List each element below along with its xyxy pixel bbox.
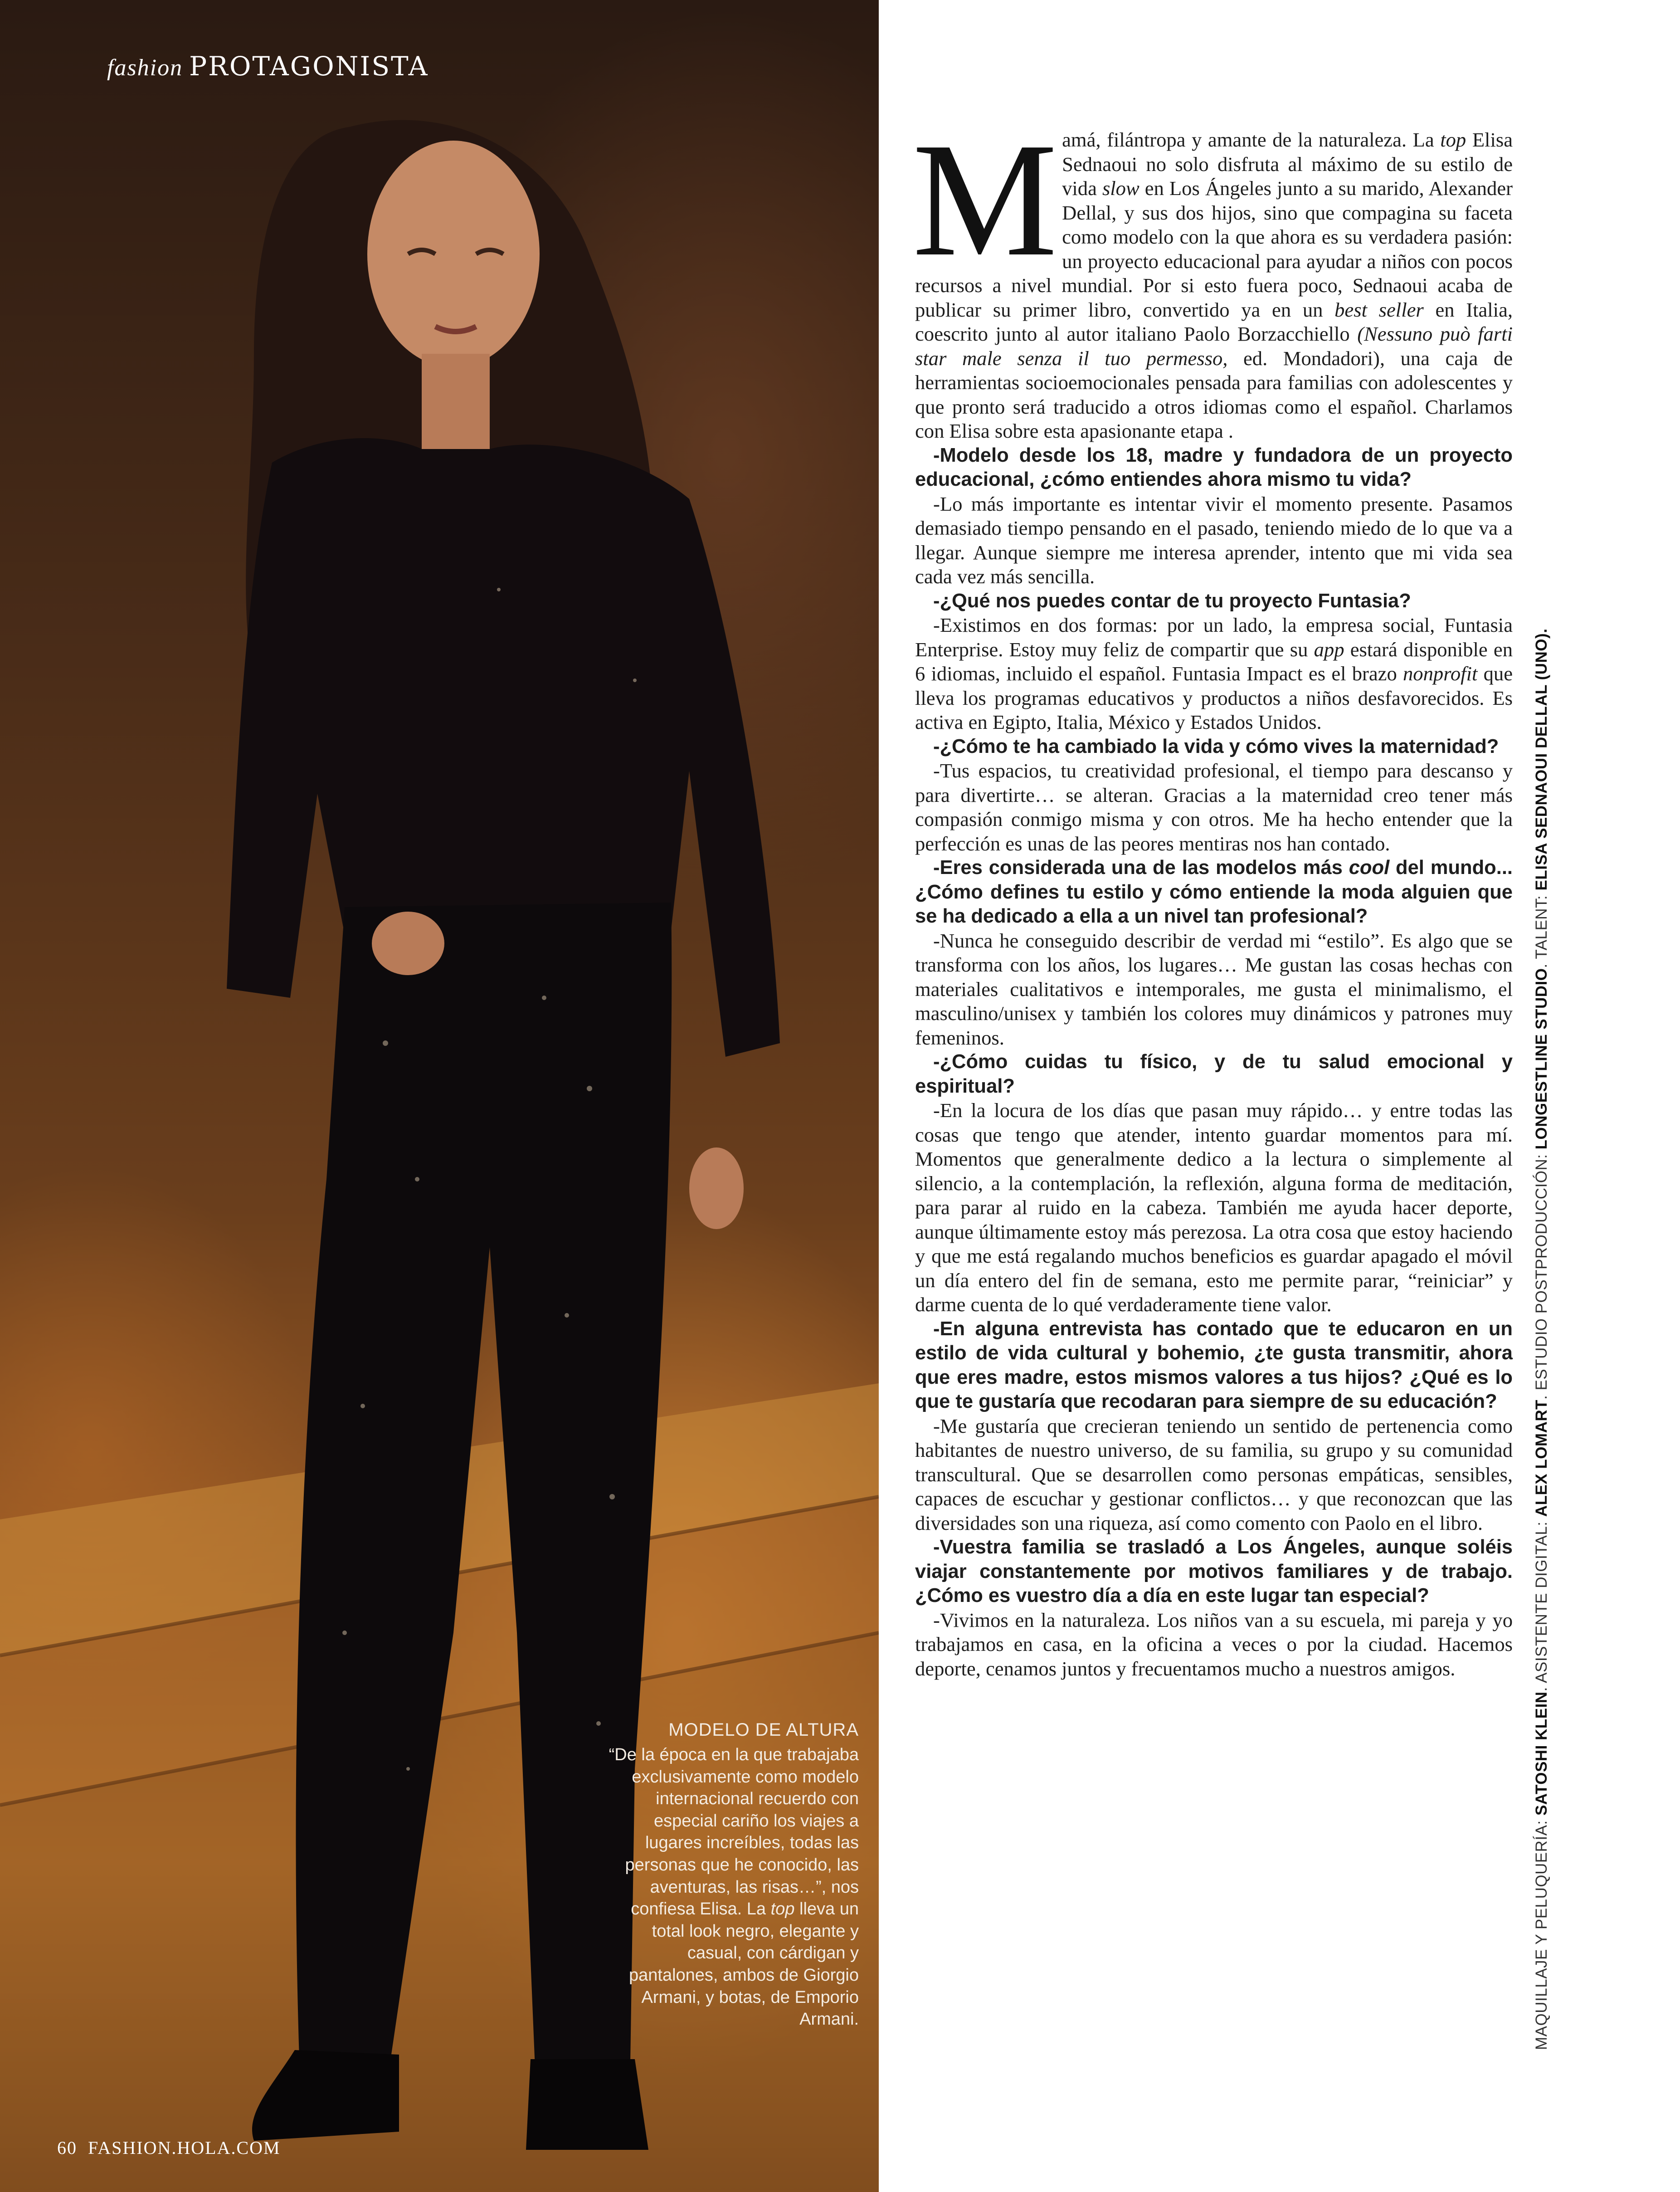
credit-value: ALEX LOMART [1533, 1399, 1550, 1517]
intro-text: Elisa Sednaoui no solo disfruta al máximo de su estilo de vida [1062, 128, 1513, 200]
page-number: 60 [57, 2138, 77, 2158]
section-header [107, 51, 429, 82]
drop-cap: M [912, 109, 1054, 290]
caption-brand: Emporio Armani [794, 1987, 859, 2029]
question-4 [915, 856, 1513, 929]
credit-label: . TALENT: [1533, 890, 1550, 968]
credit-value: LONGESTLINE STUDIO [1533, 968, 1550, 1150]
intro-italic: top [1440, 128, 1466, 151]
intro-text: ed. Mondadori), una caja de herramientas socioemocionales pensada para familias con adolescentes y que pronto será traducido a otros idiomas como el español. Charlamos con Elisa sobre esta apasionante etapa . [915, 347, 1513, 442]
question-7: -Vuestra familia se trasladó a Los Ángeles, aunque soléis viajar constantemente por motivos familiares y de trabajo. ¿Cómo es vuestro día a día en este lugar tan especial? [915, 1536, 1513, 1606]
answer-4: -Nunca he conseguido describir de verdad mi “estilo”. Es algo que se transforma con los años, los lugares… Me gustan las cosas hechas con materiales cualitativos e intemporales, me gusta el minimalismo, el masculino/unisex y también los colores muy dinámicos y patrones muy femeninos. [915, 929, 1513, 1049]
answer-italic: nonprofit [1403, 662, 1478, 685]
answer-text: estará disponible en 6 idiomas, incluido el español. Funtasia Impact es el brazo [915, 638, 1513, 685]
answer-5: -En la locura de los días que pasan muy rápido… y entre todas las cosas que tengo que atender, intento guardar momentos para mí. Momentos que generalmente dedico a la lectura o simplemente al silencio, a la contemplación, la reflexión, alguna forma de meditación, para parar al ruido en la cabeza. También me ayuda hacer deporte, aunque últimamente estoy más perezosa. La otra cosa que estoy haciendo y que me está regalando muchos beneficios es guardar apagado el móvil un día entero del fin de semana, esto me permite parar, “reiniciar” y darme cuenta de lo qué verdaderamente tiene valor. [915, 1099, 1513, 1316]
intro-italic: (Nessuno può farti star male senza il tuo permesso, [915, 322, 1513, 370]
intro-text: amá, filántropa y amante de la naturaleza. La [1062, 128, 1441, 151]
section-brand: fashion [107, 55, 183, 81]
question-text: del mundo... ¿Cómo defines tu estilo y cómo entiende la moda alguien que se ha dedicado a ella a un nivel tan profesional? [915, 857, 1513, 927]
page-folio [57, 2137, 281, 2158]
intro-italic: slow [1102, 177, 1139, 200]
intro-paragraph [912, 109, 1513, 444]
credit-label: MAQUILLAJE Y PELUQUERÍA: [1533, 1816, 1550, 2050]
photo-caption [605, 1719, 859, 2031]
credit-value: ELISA SEDNAOUI DELLAL (UNO). [1533, 628, 1550, 891]
section-title: PROTAGONISTA [189, 51, 429, 82]
photo-credits [1533, 628, 1560, 2050]
article-body [912, 109, 1513, 1681]
answer-7: -Vivimos en la naturaleza. Los niños van a su escuela, mi pareja y yo trabajamos en casa, en la oficina a veces o por la ciudad. Hacemos deporte, cenamos juntos y frecuentamos mucho a nuestros amigos. [915, 1608, 1513, 1680]
credit-label: . ESTUDIO POSTPRODUCCIÓN: [1533, 1149, 1550, 1400]
caption-body [605, 1744, 859, 2031]
caption-text: lleva un total look negro, elegante y casual, con cárdigan y pantalones, ambos de [629, 1899, 859, 1985]
caption-title: MODELO DE ALTURA [668, 1720, 859, 1740]
credit-label: . ASISTENTE DIGITAL: [1533, 1517, 1550, 1692]
question-6: -En alguna entrevista has contado que te educaron en un estilo de vida cultural y bohemio, ¿te gusta transmitir, ahora que eres madre, estos mismos valores a tus hijos? ¿Qué es lo que te gustaría que recodaran para siempre de su educación? [915, 1318, 1513, 1412]
caption-text: “De la época en la que trabajaba exclusivamente como modelo internacional recuerdo con especial cariño los viajes a lugares increíbles, todas las personas que he conocido, las aventuras, las risas…”, nos confiesa Elisa. La [609, 1745, 859, 1919]
answer-2 [915, 613, 1513, 735]
answer-text: que lleva los programas educativos y productos a niños desfavorecidos. Es activa en Egipto, Italia, México y Estados Unidos. [915, 662, 1513, 733]
question-3: -¿Cómo te ha cambiado la vida y cómo vives la maternidad? [933, 735, 1499, 757]
answer-3: -Tus espacios, tu creatividad profesional, el tiempo para descanso y para divertirte… se alteran. Gracias a la maternidad creo tener más compasión conmigo misma y con otros. Me ha hecho entender que la perfección es unas de las peores mentiras nos han contado. [915, 759, 1513, 855]
question-5: -¿Cómo cuidas tu físico, y de tu salud emocional y espiritual? [915, 1051, 1513, 1097]
question-italic: cool [1349, 857, 1390, 879]
credit-value: SATOSHI KLEIN [1533, 1691, 1550, 1816]
website-url: FASHION.HOLA.COM [88, 2138, 281, 2158]
answer-italic: app [1314, 638, 1344, 661]
question-2: -¿Qué nos puedes contar de tu proyecto Funtasia? [933, 590, 1411, 612]
intro-text: en Italia, coescrito junto al autor italiano Paolo Borzacchiello [915, 298, 1513, 345]
question-1: -Modelo desde los 18, madre y fundadora de un proyecto educacional, ¿cómo entiendes ahora mismo tu vida? [915, 444, 1513, 490]
intro-italic: best seller [1334, 298, 1424, 321]
caption-brand: Giorgio Armani [641, 1965, 859, 2007]
answer-1: -Lo más importante es intentar vivir el momento presente. Pasamos demasiado tiempo pensando en el pasado, teniendo miedo de lo que va a llegar. Aunque siempre me interesa aprender, intento que mi vida sea cada vez más sencilla. [915, 492, 1513, 588]
answer-6: -Me gustaría que crecieran teniendo un sentido de pertenencia como habitantes de nuestro universo, de su familia, su grupo y su comunidad transcultural. Que se desarrollen como personas empáticas, sensibles, capaces de escuchar y gestionar conflictos… y que reconozcan que las diversidades son una riqueza, así como comento con Paolo en el libro. [915, 1414, 1513, 1534]
question-text: -Eres considerada una de las modelos más [933, 857, 1349, 879]
caption-text: . [854, 2010, 859, 2029]
caption-text: , y botas, de [696, 1987, 795, 2007]
answer-text: -Existimos en dos formas: por un lado, la empresa social, Funtasia Enterprise. Estoy muy feliz de compartir que su [915, 614, 1513, 661]
caption-italic: top [770, 1899, 795, 1919]
intro-text: en Los Ángeles junto a su marido, Alexander Dellal, y sus dos hijos, sino que compagina su faceta como modelo con la que ahora es su verdadera pasión: un proyecto educacional para ayudar a niños con pocos recursos a nivel mundial. Por si esto fuera poco, Sednaoui acaba de publicar su primer libro, convertido ya en un [915, 177, 1513, 321]
